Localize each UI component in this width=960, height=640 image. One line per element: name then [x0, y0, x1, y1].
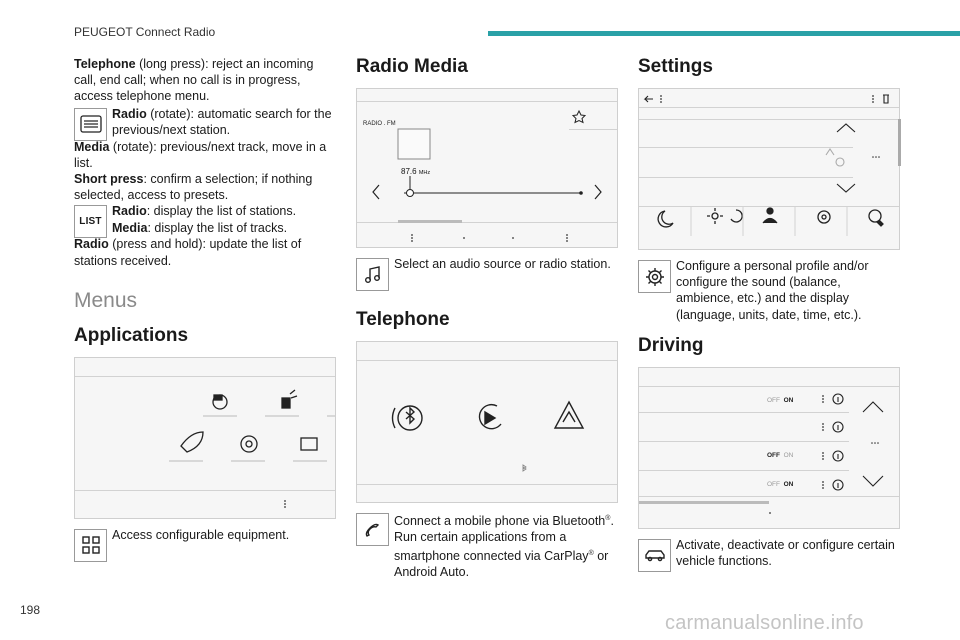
radio-note: Select an audio source or radio station.	[394, 257, 611, 271]
driving-note-row	[638, 537, 900, 570]
telephone-note-first-line: Connect a mobile phone via Bluetooth®. Run certain applications from a smartphone connected via CarPlay® or Android Auto.	[394, 514, 614, 579]
list-icon: LIST	[74, 205, 107, 238]
telephone-connection-icons	[357, 342, 617, 502]
settings-graphics	[639, 89, 899, 249]
settings-note: Configure a personal profile and/or configure the sound (balance, ambience, etc.) and the display (language, units, date, time, etc.).	[676, 259, 869, 322]
bluetooth-icon	[393, 406, 423, 430]
page-number: 198	[20, 603, 41, 617]
telephone-note-row	[356, 511, 618, 580]
driving-heading: Driving	[638, 334, 704, 356]
driving-note: Activate, deactivate or configure certain vehicle functions.	[676, 537, 895, 569]
settings-note-row	[638, 258, 900, 323]
music-note-icon	[356, 258, 389, 291]
radio-media-screen	[356, 88, 618, 248]
toggle-1[interactable]: OFF ON	[767, 396, 794, 404]
watermark: carmanualsonline.info	[665, 612, 864, 634]
column-settings-driving	[638, 56, 900, 570]
gear-icon	[638, 260, 671, 293]
android-auto-icon	[555, 402, 583, 428]
radio-frequency: 87.6 MHz	[401, 167, 431, 176]
telephone-long-press-text: Telephone (long press): reject an incoming call, end call; when no call is in progress, access telephone menu.	[74, 57, 314, 104]
menus-heading: Menus	[74, 288, 138, 312]
car-icon	[638, 539, 671, 572]
radio-rotate-row	[74, 106, 336, 139]
settings-heading: Settings	[638, 56, 713, 77]
radio-icon	[74, 108, 107, 141]
media-list-text: Media: display the list of tracks.	[112, 220, 288, 235]
column-controls	[74, 56, 336, 560]
applications-grid-icons	[75, 358, 335, 518]
carplay-icon	[480, 405, 501, 429]
toggle-3[interactable]: OFF ON	[767, 480, 794, 488]
driving-screen	[638, 367, 900, 529]
radio-hold-text: Radio (press and hold): update the list of stations received.	[74, 237, 302, 268]
telephone-screen	[356, 341, 618, 503]
telephone-heading: Telephone	[356, 309, 450, 330]
phone-icon	[356, 513, 389, 546]
radio-note-row	[356, 256, 618, 289]
driving-graphics	[639, 368, 899, 528]
applications-note: Access configurable equipment.	[112, 527, 290, 542]
radio-band-label: RADIO . FM	[363, 121, 396, 127]
radio-list-text: Radio: display the list of stations.	[112, 204, 297, 219]
media-rotate-text: Media (rotate): previous/next track, move in a list.	[74, 139, 327, 170]
list-row	[74, 203, 336, 236]
settings-screen	[638, 88, 900, 250]
star-icon	[573, 111, 585, 123]
applications-heading: Applications	[74, 324, 189, 346]
short-press-text: Short press: confirm a selection; if nothing selected, access to presets.	[74, 172, 313, 203]
radio-media-heading: Radio Media	[356, 56, 468, 77]
column-radio-telephone	[356, 56, 618, 580]
page-header-title: PEUGEOT Connect Radio	[74, 25, 216, 39]
radio-rotate-text: Radio (rotate): automatic search for the previous/next station.	[112, 106, 332, 137]
applications-icon	[74, 529, 107, 562]
radio-tuner-graphics	[357, 89, 617, 247]
toggle-2[interactable]: OFF ON	[767, 451, 794, 459]
applications-note-row	[74, 527, 336, 560]
header-accent-bar	[488, 31, 960, 36]
applications-screen	[74, 357, 336, 519]
